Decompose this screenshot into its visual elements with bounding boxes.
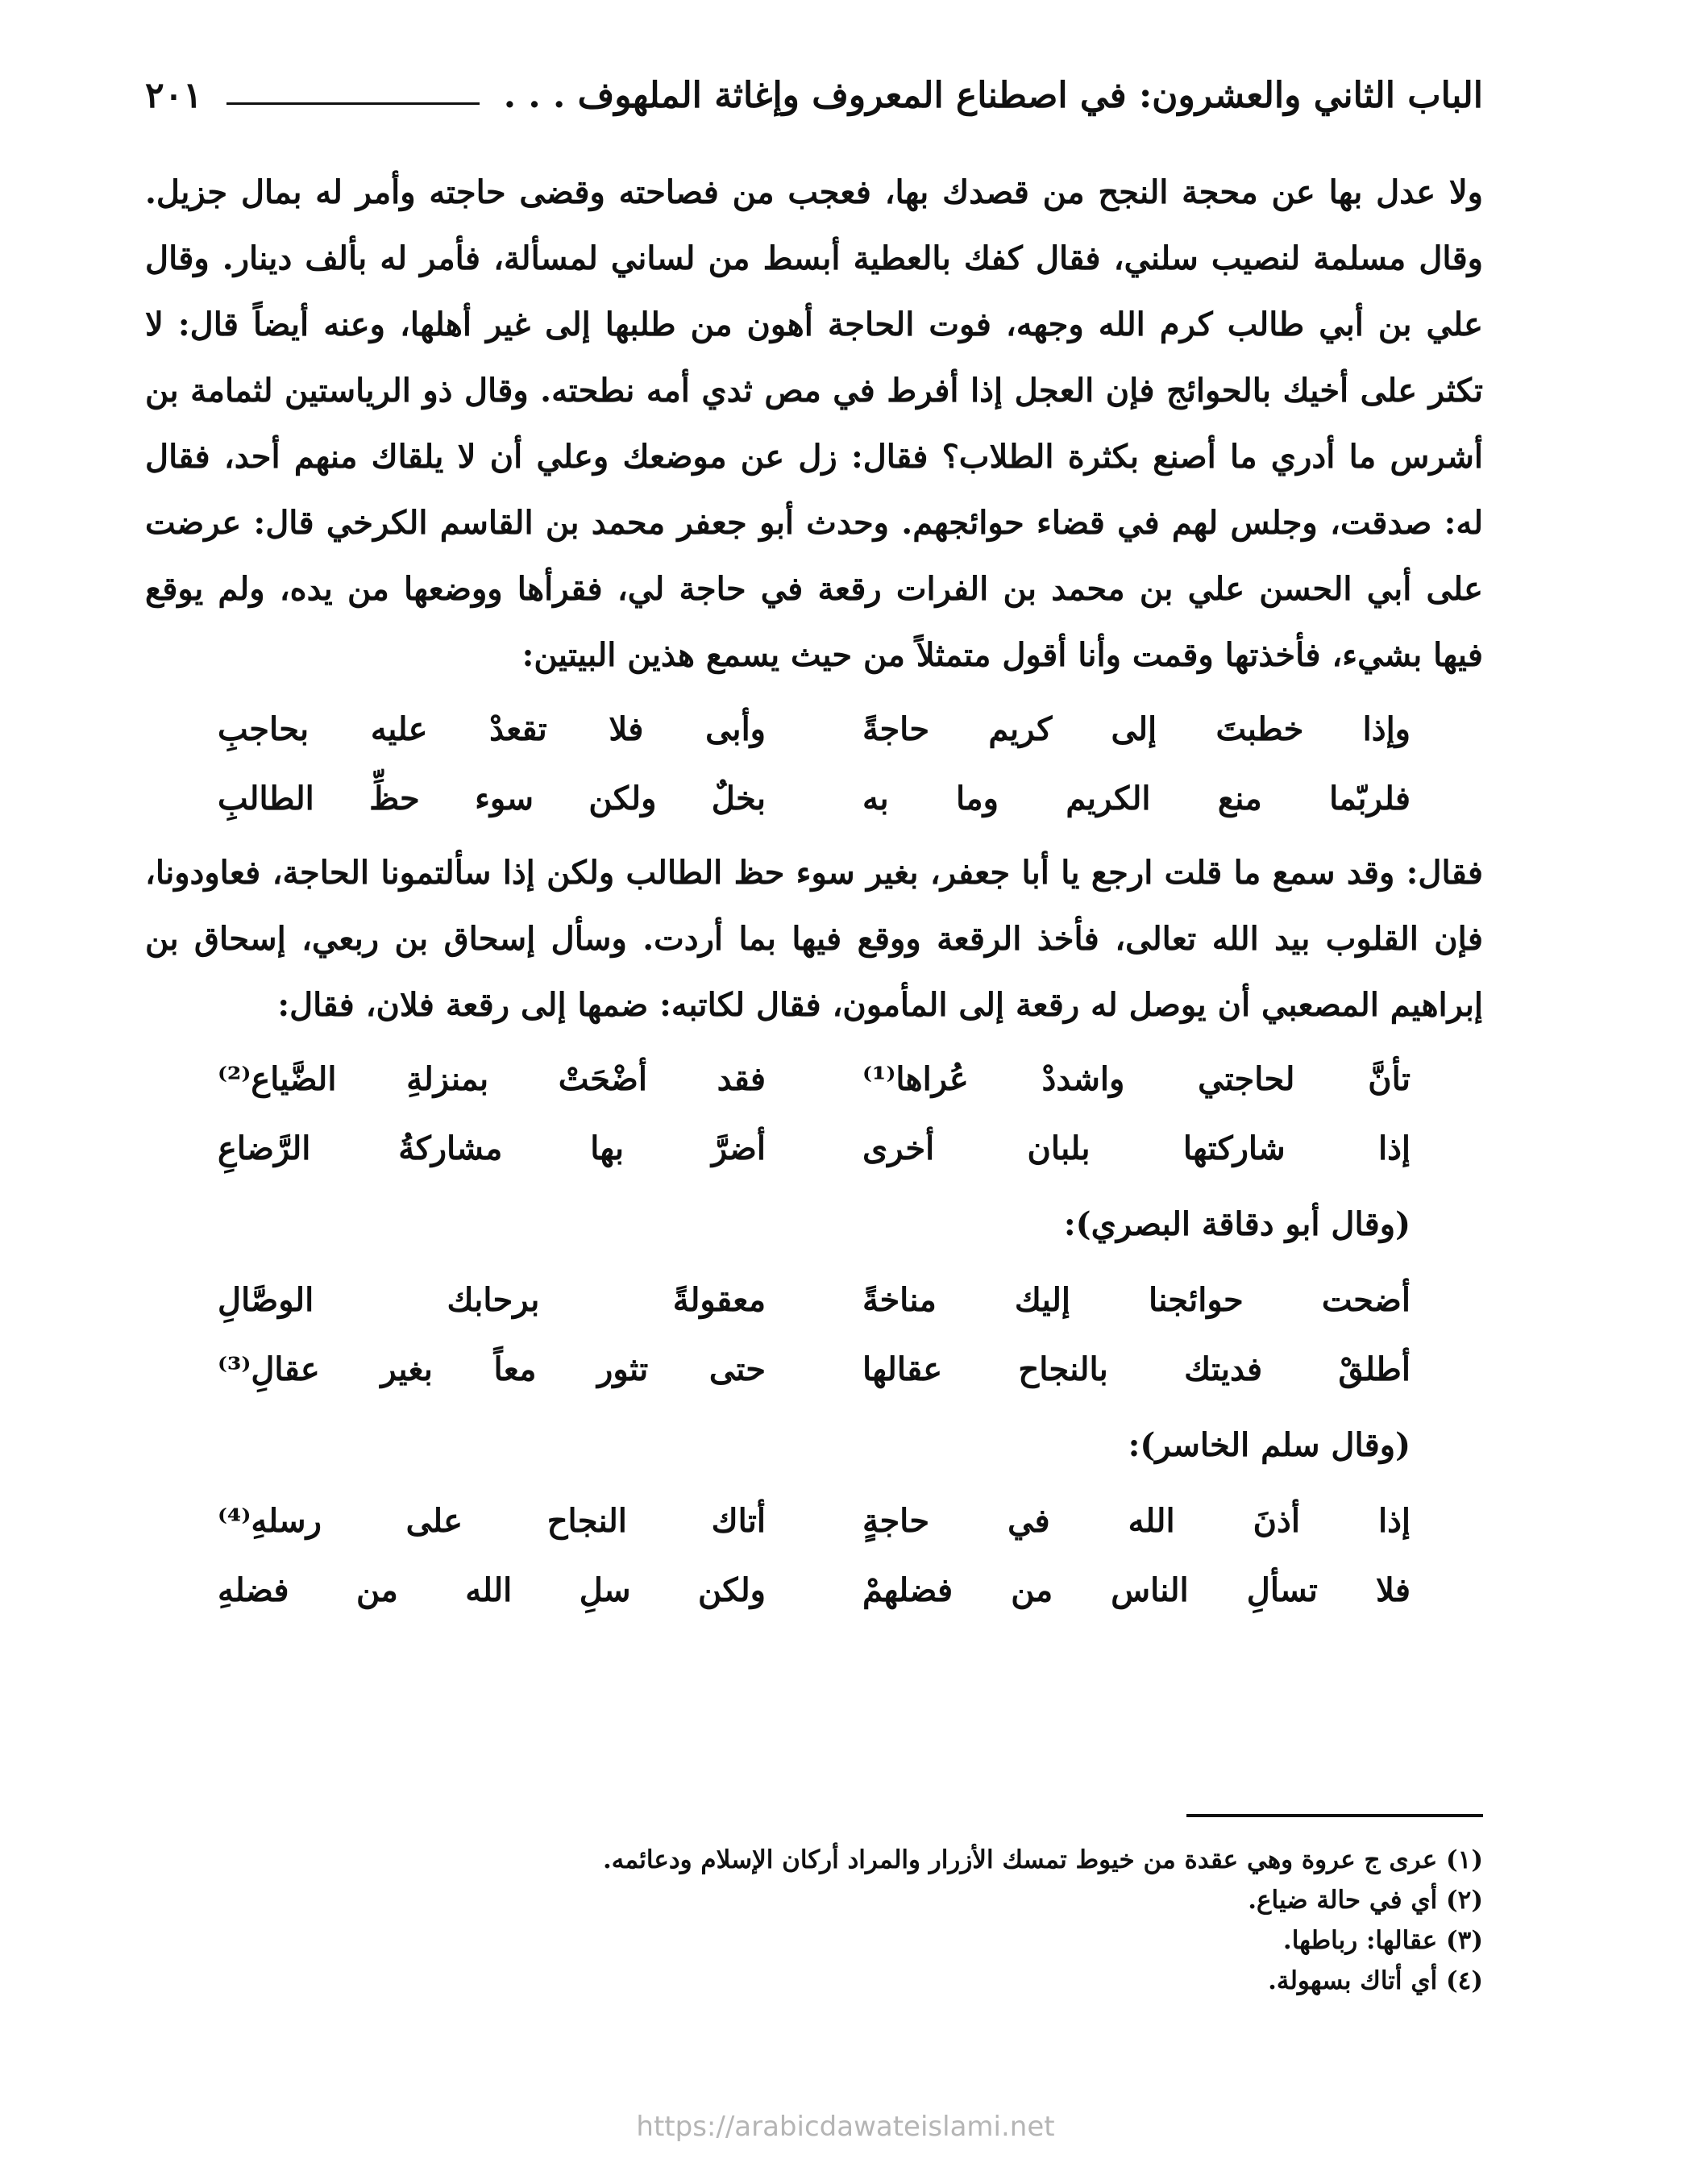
verse-first-half: فلربّما منع الكريم وما به bbox=[862, 780, 1411, 817]
header-rule bbox=[226, 102, 480, 105]
page-header bbox=[145, 71, 1483, 119]
verse-second-half: فقد أضْحَتْ بمنزلةِ الضَّياع⁽²⁾ bbox=[218, 1060, 766, 1098]
verse bbox=[218, 764, 1411, 834]
poem bbox=[218, 695, 1411, 834]
verse-first-half: إذا شاركتها بلبان أخرى bbox=[862, 1129, 1411, 1167]
main-text bbox=[145, 160, 1483, 1632]
verse-second-half: ولكن سلِ الله من فضلهِ bbox=[218, 1571, 766, 1609]
verse bbox=[218, 1114, 1411, 1184]
poem bbox=[218, 1487, 1411, 1625]
verse-second-half: بخلٌ ولكن سوء حظِّ الطالبِ bbox=[218, 780, 766, 817]
verse bbox=[218, 1045, 1411, 1114]
verse bbox=[218, 1487, 1411, 1556]
verse-first-half: فلا تسألِ الناس من فضلهمْ bbox=[862, 1571, 1411, 1609]
verse-first-half: أضحت حوائجنا إليك مناخةً bbox=[862, 1281, 1411, 1319]
verse-second-half: أضرَّ بها مشاركةُ الرَّضاعِ bbox=[218, 1129, 766, 1167]
paragraph: فقال: وقد سمع ما قلت ارجع يا أبا جعفر، بغير سوء حظ الطالب ولكن إذا سألتمونا الحاجة، فعاودونا، فإن القلوب بيد الله تعالى، فأخذ الرقعة ووقع فيها بما أردت. وسأل إسحاق بن ربعي، إسحاق بن إبراهيم المصعبي أن يوصل له رقعة إلى المأمون، فقال لكاتبه: ضمها إلى رقعة فلان، فقال: bbox=[145, 854, 1483, 1024]
footnote-rule bbox=[1186, 1814, 1483, 1817]
verse-second-half: وأبى فلا تقعدْ عليه بحاجبِ bbox=[218, 710, 766, 748]
footnote: (٤) أي أتاك بسهولة. bbox=[1268, 1966, 1483, 1995]
verse bbox=[218, 695, 1411, 764]
verse-first-half: تأنَّ لحاجتي واشددْ عُراها⁽¹⁾ bbox=[862, 1060, 1411, 1098]
footnote: (٢) أي في حالة ضياع. bbox=[1248, 1886, 1483, 1915]
footnote: (٣) عقالها: رباطها. bbox=[1282, 1926, 1483, 1955]
verse bbox=[218, 1335, 1411, 1404]
watermark-url: https://arabicdawateislami.net bbox=[636, 2111, 1055, 2143]
poem-attribution: (وقال أبو دقاقة البصري): bbox=[1063, 1205, 1411, 1243]
verse-second-half: أتاك النجاح على رسلهِ⁽⁴⁾ bbox=[218, 1502, 766, 1540]
verse bbox=[218, 1266, 1411, 1335]
page-number: ٢٠١ bbox=[145, 74, 202, 116]
verse-first-half: وإذا خطبتَ إلى كريم حاجةً bbox=[862, 710, 1411, 748]
footnotes bbox=[145, 1840, 1483, 2001]
running-title: الباب الثاني والعشرون: في اصطناع المعروف وإغاثة الملهوف . . . bbox=[503, 74, 1483, 116]
paragraph: ولا عدل بها عن محجة النجح من قصدك بها، فعجب من فصاحته وقضى حاجته وأمر له بمال جزيل. وقال مسلمة لنصيب سلني، فقال كفك بالعطية أبسط من لساني لمسألة، فأمر له بألف دينار. وقال علي بن أبي طالب كرم الله وجهه، فوت الحاجة أهون من طلبها إلى غير أهلها، وعنه أيضاً قال: لا تكثر على أخيك بالحوائج فإن العجل إذا أفرط في مص ثدي أمه نطحته. وقال ذو الرياستين لثمامة بن أشرس ما أدري ما أصنع بكثرة الطلاب؟ فقال: زل عن موضعك وعلي أن لا يلقاك منهم أحد، فقال له: صدقت، وجلس لهم في قضاء حوائجهم. وحدث أبو جعفر محمد بن القاسم الكرخي قال: عرضت على أبي الحسن علي بن محمد بن الفرات رقعة في حاجة لي، فقرأها ووضعها من يده، ولم يوقع فيها بشيء، فأخذتها وقمت وأنا أقول متمثلاً من حيث يسمع هذين البيتين: bbox=[145, 173, 1484, 674]
verse-second-half: معقولةً برحابك الوصَّالِ bbox=[218, 1281, 766, 1319]
footnote: (١) عرى ج عروة وهي عقدة من خيوط تمسك الأزرار والمراد أركان الإسلام ودعائمه. bbox=[602, 1845, 1483, 1874]
poem bbox=[218, 1045, 1411, 1184]
verse-first-half: إذا أذنَ الله في حاجةٍ bbox=[862, 1502, 1411, 1540]
poem bbox=[218, 1266, 1411, 1404]
verse bbox=[218, 1556, 1411, 1625]
verse-second-half: حتى تثور معاً بغير عقالِ⁽³⁾ bbox=[218, 1350, 766, 1388]
verse-first-half: أطلقْ فديتك بالنجاح عقالها bbox=[862, 1350, 1411, 1388]
poem-attribution: (وقال سلم الخاسر): bbox=[1128, 1426, 1411, 1464]
